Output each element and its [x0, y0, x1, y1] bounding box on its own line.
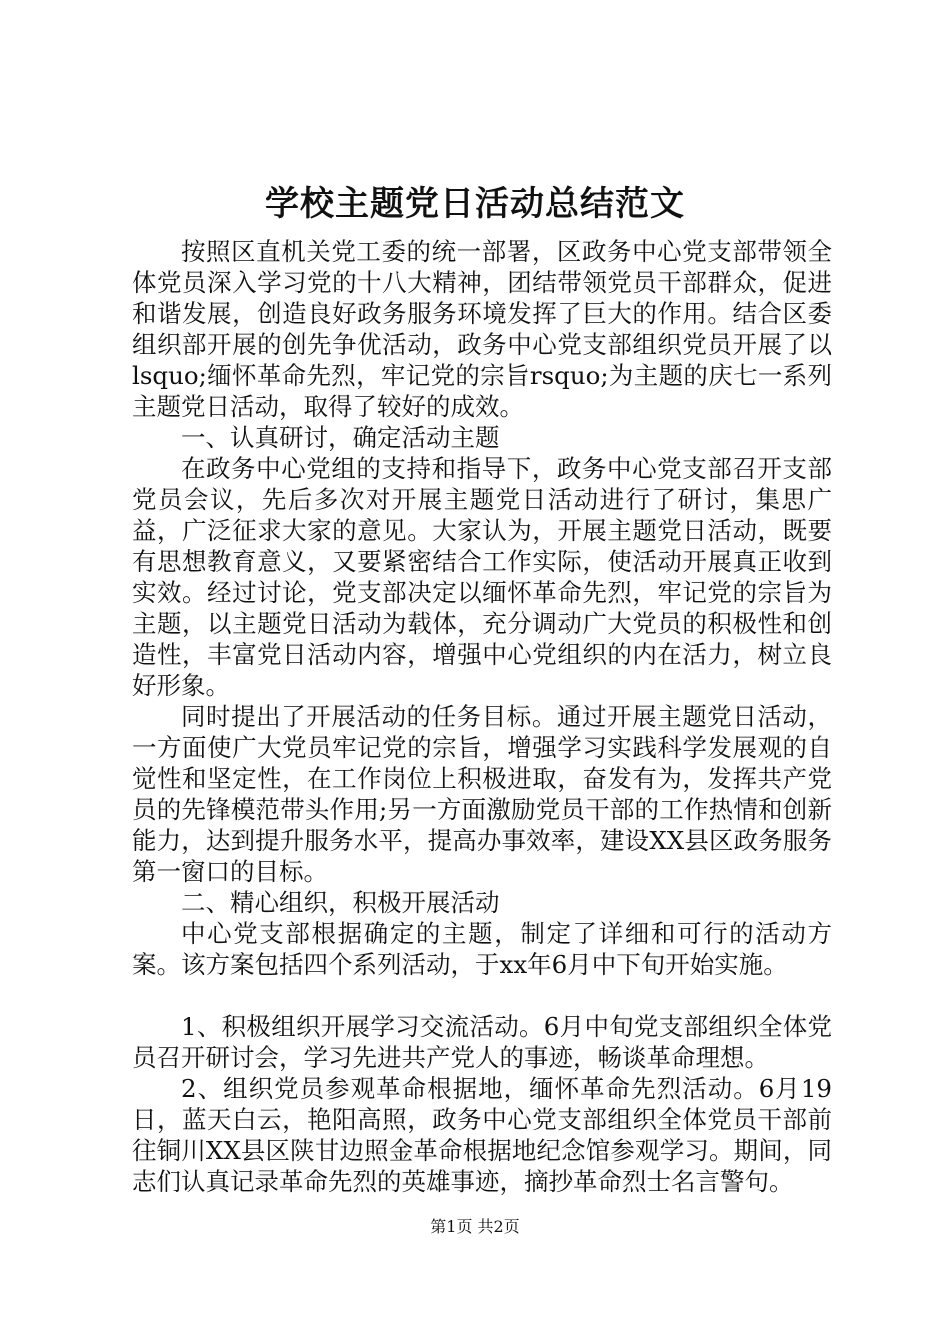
document-body	[132, 236, 832, 1197]
document-title: 学校主题党日活动总结范文	[265, 184, 685, 224]
section-heading-2: 二、精心组织，积极开展活动	[181, 888, 500, 917]
paragraph-plan: 中心党支部根据确定的主题，制定了详细和可行的活动方案。该方案包括四个系列活动，于xx年6月中下旬开始实施。	[132, 919, 832, 979]
section-heading-1: 一、认真研讨，确定活动主题	[181, 423, 500, 452]
paragraph-item-1: 1、积极组织开展学习交流活动。6月中旬党支部组织全体党员召开研讨会，学习先进共产党人的事迹，畅谈革命理想。	[132, 1012, 832, 1072]
page-number-footer: 第1页 共2页	[430, 1217, 520, 1236]
paragraph-item-2: 2、组织党员参观革命根据地，缅怀革命先烈活动。6月19日，蓝天白云，艳阳高照，政务中心党支部组织全体党员干部前往铜川XX县区陕甘边照金革命根据地纪念馆参观学习。期间，同志们认真记录革命先烈的英雄事迹，摘抄革命烈士名言警句。	[132, 1074, 832, 1196]
paragraph-intro: 按照区直机关党工委的统一部署，区政务中心党支部带领全体党员深入学习党的十八大精神，团结带领党员干部群众，促进和谐发展，创造良好政务服务环境发挥了巨大的作用。结合区委组织部开展的创先争优活动，政务中心党支部组织党员开展了以lsquo;缅怀革命先烈，牢记党的宗旨rsquo;为主题的庆七一系列主题党日活动，取得了较好的成效。	[132, 237, 832, 421]
paragraph-goals: 同时提出了开展活动的任务目标。通过开展主题党日活动，一方面使广大党员牢记党的宗旨，增强学习实践科学发展观的自觉性和坚定性，在工作岗位上积极进取，奋发有为，发挥共产党员的先锋模范带头作用;另一方面激励党员干部的工作热情和创新能力，达到提升服务水平，提高办事效率，建设XX县区政务服务第一窗口的目标。	[132, 702, 832, 886]
paragraph-research: 在政务中心党组的支持和指导下，政务中心党支部召开支部党员会议，先后多次对开展主题党日活动进行了研讨，集思广益，广泛征求大家的意见。大家认为，开展主题党日活动，既要有思想教育意义，又要紧密结合工作实际，使活动开展真正收到实效。经过讨论，党支部决定以缅怀革命先烈，牢记党的宗旨为主题，以主题党日活动为载体，充分调动广大党员的积极性和创造性，丰富党日活动内容，增强中心党组织的内在活力，树立良好形象。	[132, 454, 832, 700]
